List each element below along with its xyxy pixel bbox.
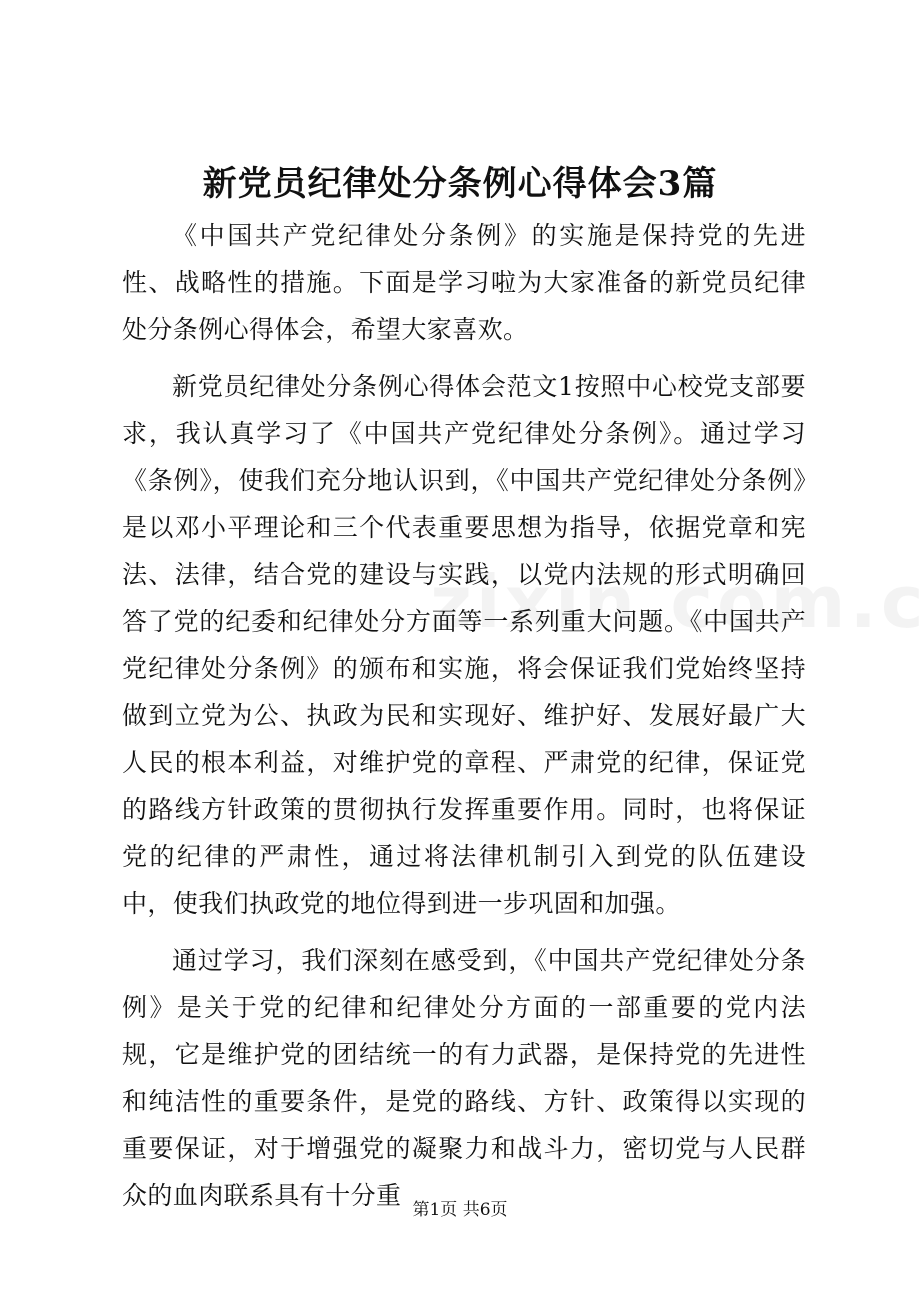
page-footer: 第1页 共6页 — [412, 1200, 508, 1220]
intro-paragraph: 《中国共产党纪律处分条例》的实施是保持党的先进性、战略性的措施。下面是学习啦为大家准备的新党员纪律处分条例心得体会，希望大家喜欢。 — [122, 221, 806, 344]
document-title: 新党员纪律处分条例心得体会3篇 — [202, 164, 718, 204]
body-paragraph-2: 通过学习，我们深刻在感受到，《中国共产党纪律处分条例》是关于党的纪律和纪律处分方面的一部重要的党内法规，它是维护党的团结统一的有力武器，是保持党的先进性和纯洁性的重要条件，是党的路线、方针、政策得以实现的重要保证，对于增强党的凝聚力和战斗力，密切党与人民群众的血肉联系具有十分重 — [122, 946, 806, 1210]
document-body — [122, 212, 806, 1229]
body-paragraph-1: 新党员纪律处分条例心得体会范文1按照中心校党支部要求，我认真学习了《中国共产党纪律处分条例》。通过学习《条例》，使我们充分地认识到，《中国共产党纪律处分条例》是以邓小平理论和三个代表重要思想为指导，依据党章和宪法、法律，结合党的建设与实践，以党内法规的形式明确回答了党的纪委和纪律处分方面等一系列重大问题。《中国共产党纪律处分条例》的颁布和实施，将会保证我们党始终坚持做到立党为公、执政为民和实现好、维护好、发展好最广大人民的根本利益，对维护党的章程、严肃党的纪律，保证党的路线方针政策的贯彻执行发挥重要作用。同时，也将保证党的纪律的严肃性，通过将法律机制引入到党的队伍建设中，使我们执政党的地位得到进一步巩固和加强。 — [122, 372, 806, 918]
